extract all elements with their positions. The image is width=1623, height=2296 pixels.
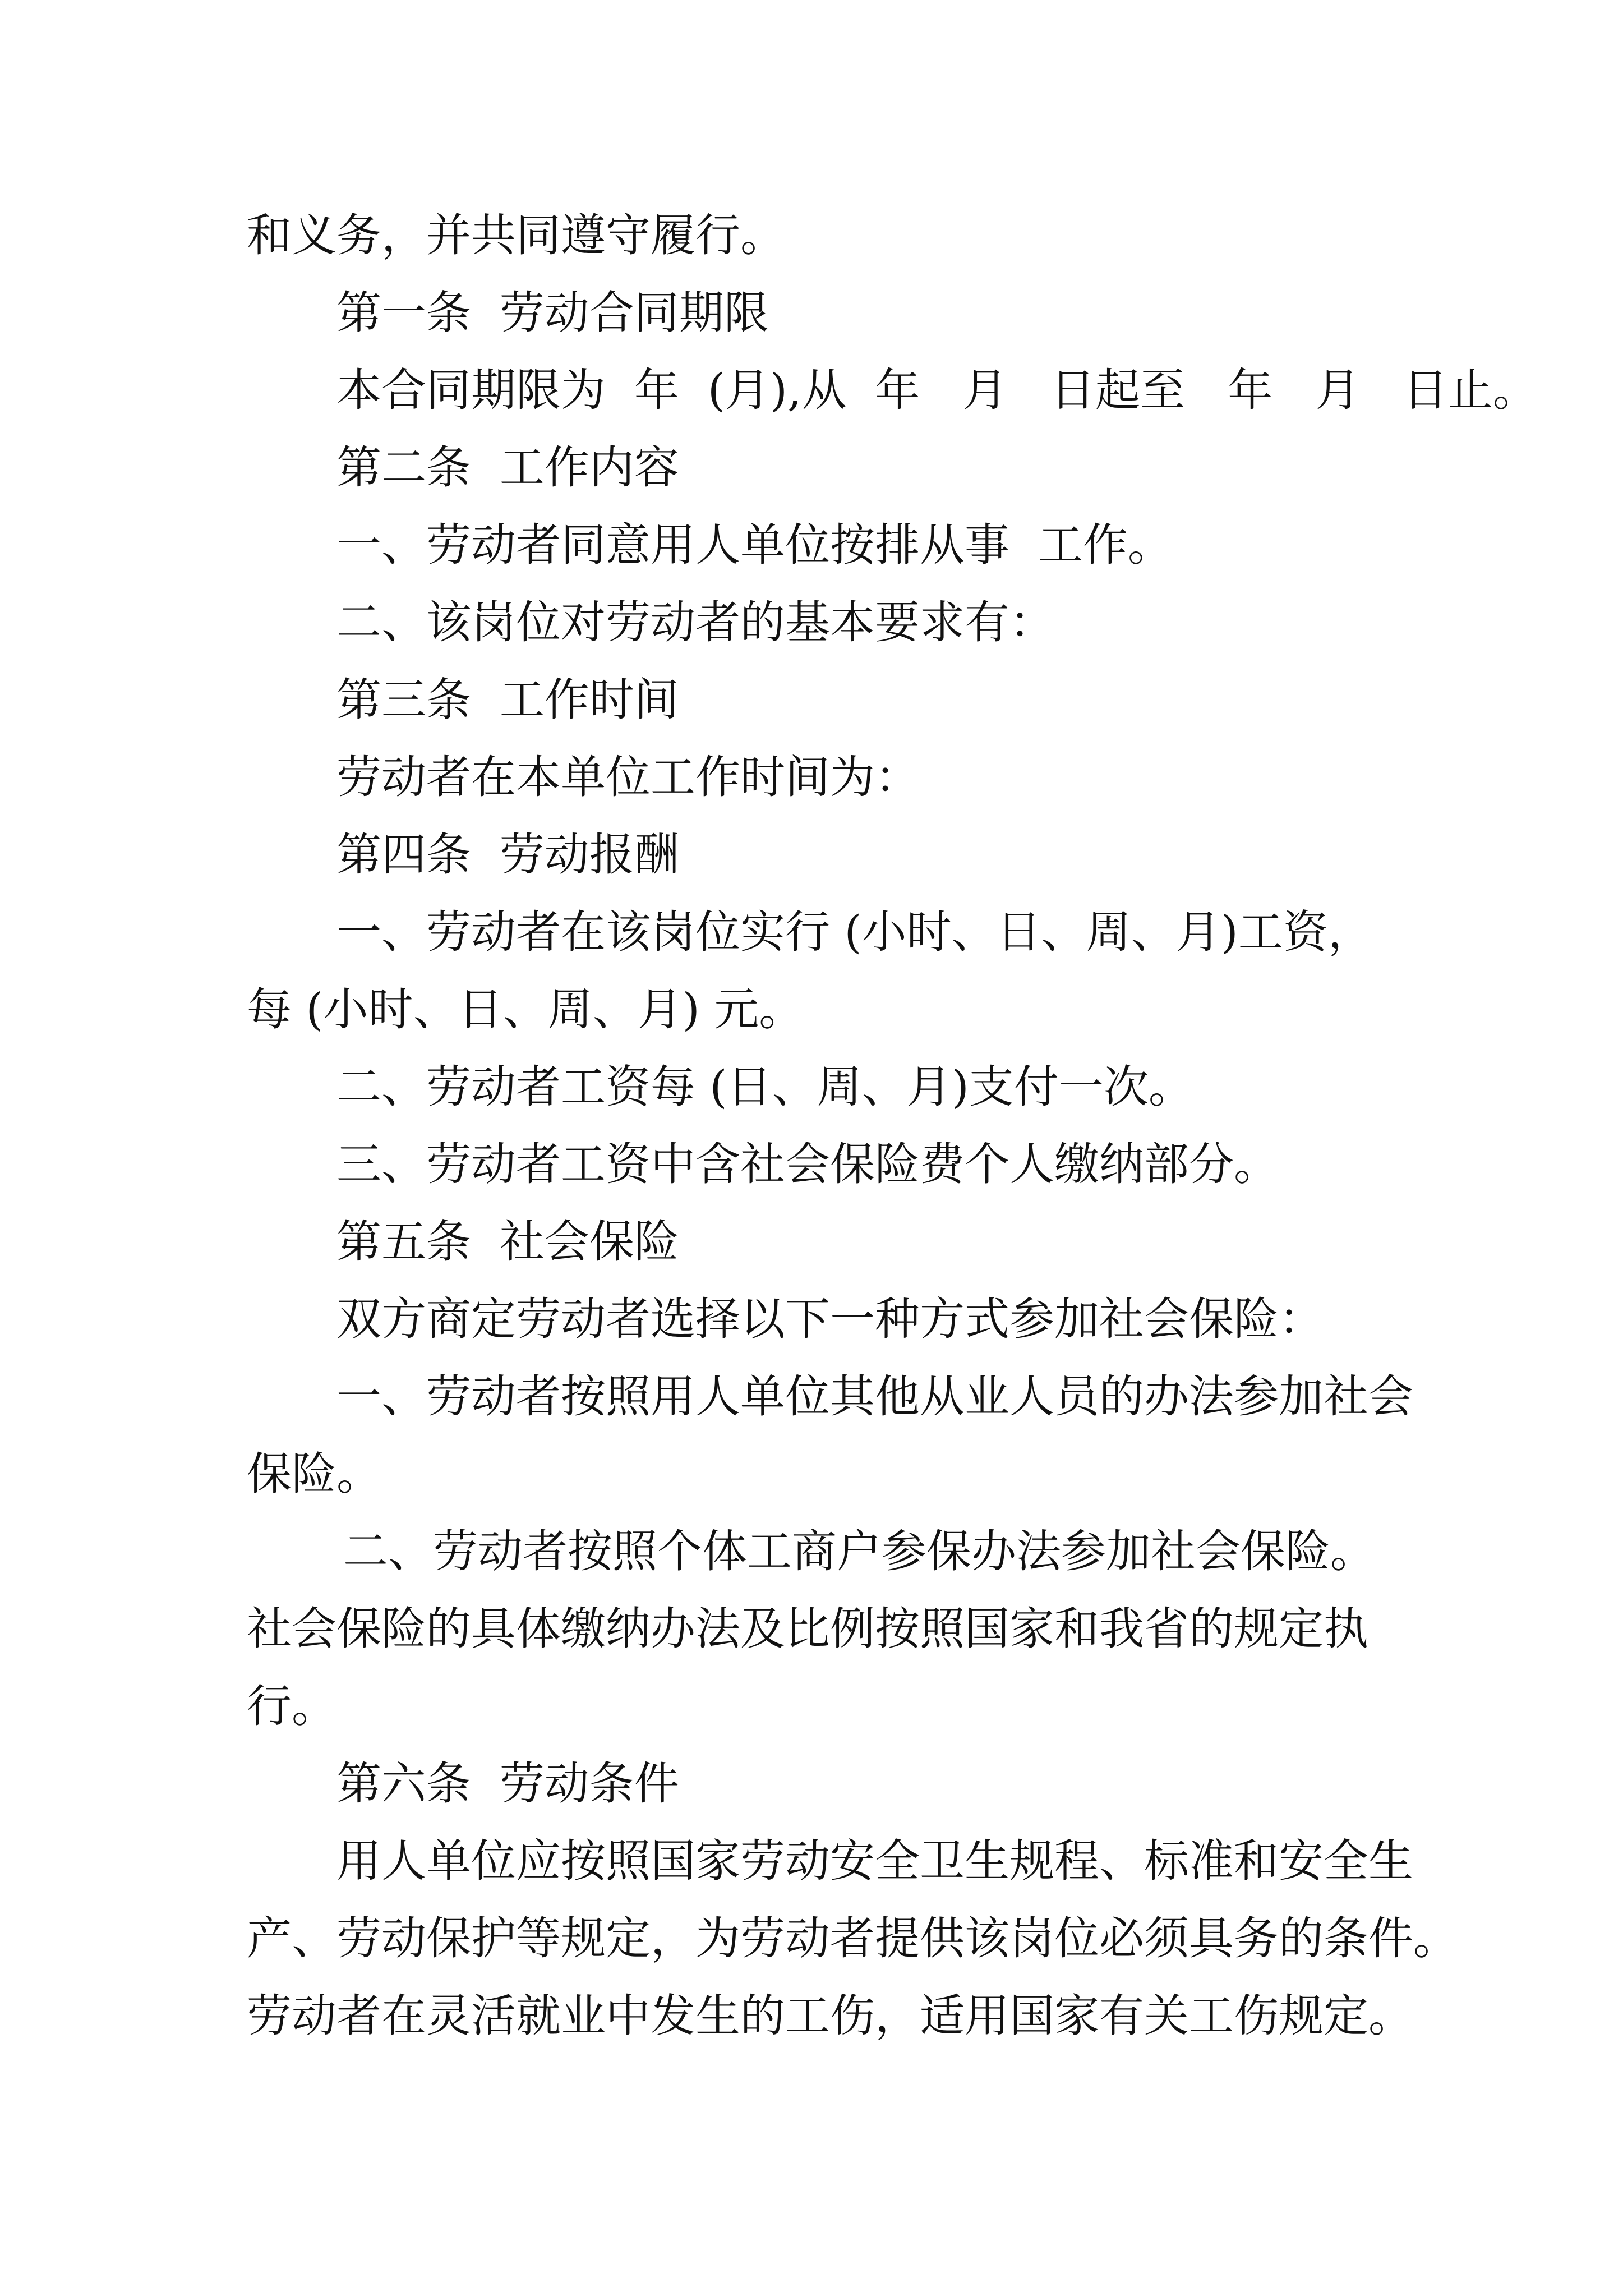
- text-line: 二、劳动者按照个体工商户参保办法参加社会保险。: [343, 1525, 1375, 1577]
- article-heading: 第一条 劳动合同期限: [336, 287, 769, 339]
- text-line: 一、劳动者按照用人单位其他从业人员的办法参加社会: [336, 1370, 1413, 1423]
- text-line: 用人单位应按照国家劳动安全卫生规程、标准和安全生: [336, 1835, 1413, 1887]
- text-line: 社会保险的具体缴纳办法及比例按照国家和我省的规定执: [247, 1603, 1368, 1655]
- text-line: 一、劳动者在该岗位实行 (小时、日、周、月)工资，: [336, 906, 1373, 958]
- article-heading: 第六条 劳动条件: [336, 1757, 679, 1810]
- text-line: 本合同期限为 年 (月),从 年 月 日起至 年 月 日止。: [336, 364, 1538, 416]
- text-line: 行。: [247, 1680, 336, 1732]
- text-line: 一、劳动者同意用人单位按排从事 工作。: [336, 519, 1173, 571]
- text-line: 劳动者在灵活就业中发生的工伤，适用国家有关工伤规定。: [247, 1990, 1413, 2042]
- article-heading: 第五条 社会保险: [336, 1216, 679, 1268]
- text-line: 和义务，并共同遵守履行。: [247, 209, 785, 261]
- text-line: 每 (小时、日、周、月) 元。: [247, 983, 804, 1036]
- article-heading: 第四条 劳动报酬: [336, 829, 679, 881]
- text-line: 双方商定劳动者选择以下一种方式参加社会保险：: [336, 1293, 1324, 1345]
- text-line: 二、该岗位对劳动者的基本要求有：: [336, 596, 1054, 648]
- article-heading: 第三条 工作时间: [336, 674, 679, 726]
- article-heading: 第二条 工作内容: [336, 441, 679, 494]
- text-line: 保险。: [247, 1448, 381, 1500]
- text-line: 劳动者在本单位工作时间为：: [336, 751, 920, 803]
- text-line: 产、劳动保护等规定，为劳动者提供该岗位必须具务的条件。: [247, 1912, 1458, 1964]
- text-line: 二、劳动者工资每 (日、周、月)支付一次。: [336, 1061, 1193, 1113]
- text-line: 三、劳动者工资中含社会保险费个人缴纳部分。: [336, 1138, 1279, 1190]
